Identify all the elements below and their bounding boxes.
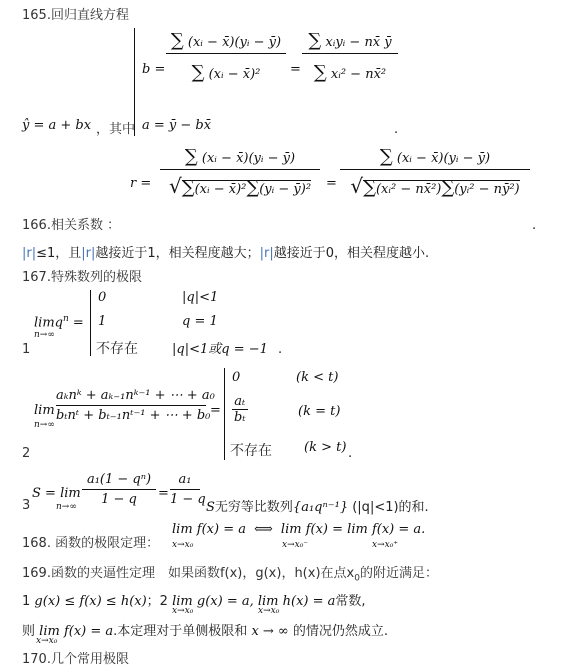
b-frac2-den: xᵢ² − nx̄² <box>330 67 387 82</box>
limit2-case2-num: aₜ <box>232 394 248 410</box>
limit3-text2: (|q|<1)的和. <box>352 500 429 515</box>
b-frac2-num: xᵢyᵢ − nx̄ ȳ <box>325 35 392 50</box>
b-frac1-num: (xᵢ − x̄)(yᵢ − ȳ) <box>187 35 282 50</box>
limit3-den2: 1 − q <box>170 492 206 507</box>
t169-l2b: lim <box>39 624 60 639</box>
t169-sub2: x→x₀ <box>258 606 280 616</box>
limit1-cond3: |q|<1或q = −1 <box>172 342 268 357</box>
t169-l1c: ；2 <box>146 594 168 609</box>
r-equals: r = <box>130 176 152 191</box>
limit3-num: a₁(1 − qⁿ) <box>82 472 156 490</box>
r-frac2-num: (xᵢ − x̄)(yᵢ − ȳ) <box>396 151 491 166</box>
limit2-case1: 0 <box>232 370 241 385</box>
limit3-label: 3 <box>22 498 31 513</box>
a-formula: a = ȳ − bx̄ <box>142 118 212 133</box>
t168-right: f(x) = a <box>371 522 422 537</box>
r-note-6: 越接近于0，相关程度越小. <box>273 246 430 261</box>
limit2-num: aₖnᵏ + aₖ₋₁nᵏ⁻¹ + ⋯ + a₀ <box>56 388 206 406</box>
sum-symbol: ∑ <box>184 146 198 167</box>
limit2-brace <box>224 368 225 460</box>
sum-symbol: ∑ <box>308 30 322 51</box>
sum-symbol: ∑ <box>313 62 327 83</box>
limit2-dot: . <box>348 446 353 461</box>
t169-l2e: x → ∞ <box>251 624 289 639</box>
limit3-text1: 无穷等比数列 <box>214 500 293 515</box>
r-frac1: ∑ (xᵢ − x̄)(yᵢ − ȳ) √∑(xᵢ − x̄)²∑(yᵢ − ȳ)² <box>160 146 320 198</box>
limit3-seq: {a₁qⁿ⁻¹} <box>292 500 349 515</box>
limit2-cond2: (k = t) <box>298 404 341 419</box>
h169-main: 169.函数的夹逼性定理 如果函数f(x)，g(x)，h(x)在点x <box>22 566 355 581</box>
t169-l2d: .本定理对于单侧极限和 <box>113 624 248 639</box>
t169-sub1: x→x₀ <box>172 606 194 616</box>
h169-end: 的附近满足： <box>359 566 438 581</box>
r-eq-sign: = <box>326 176 337 191</box>
limit1-lim <box>34 314 84 330</box>
limit3-lhs: S = lim <box>32 486 81 501</box>
theorem168-formula <box>172 522 425 537</box>
limit3-sub: n→∞ <box>56 502 77 512</box>
t169-l1d: lim <box>172 594 193 609</box>
b-equals: b = <box>142 62 166 77</box>
lim-text: lim <box>34 315 55 331</box>
limit1-cond1: |q|<1 <box>182 290 219 305</box>
limit2-case2 <box>232 394 248 425</box>
limit2-case3: 不存在 <box>230 443 272 459</box>
sum-symbol: ∑ <box>363 177 376 198</box>
limit1-case2: 1 <box>98 314 107 329</box>
t168-lim1: lim <box>172 522 193 537</box>
t168-sub1: x→x₀ <box>172 540 194 550</box>
t168-f: f(x) = a <box>196 522 246 537</box>
limit2-cond1: (k < t) <box>296 370 339 385</box>
t168-sub2: x→x₀⁻ <box>282 540 309 550</box>
r-dot: . <box>532 218 537 233</box>
t168-lim2: lim <box>280 522 302 537</box>
limit2-label: 2 <box>22 446 31 461</box>
sum-symbol: ∑ <box>379 146 393 167</box>
heading-165: 165.回归直线方程 <box>22 8 129 23</box>
t169-l1a: 1 <box>22 594 31 609</box>
r-abs-2: |r| <box>81 246 96 261</box>
heading-170: 170.几个常用极限 <box>22 652 129 667</box>
b-frac1 <box>166 30 286 83</box>
r-den-d: (yᵢ² − nȳ²) <box>454 182 520 197</box>
theorem169-line2 <box>22 620 388 639</box>
b-frac1-den: (xᵢ − x̄)² <box>208 67 261 82</box>
sum-symbol: ∑ <box>170 30 184 51</box>
t168-sub3: x→x₀⁺ <box>372 540 399 550</box>
t169-l1f: h(x) = a <box>282 594 336 609</box>
r-den-b: (yᵢ − ȳ)² <box>259 182 312 197</box>
r-abs-1: |r| <box>22 246 37 261</box>
r-note <box>22 242 429 261</box>
theorem169-line1 <box>22 590 366 609</box>
sum-symbol: ∑ <box>181 177 195 198</box>
limit2-eq: = <box>210 403 221 418</box>
limit1-label: 1 <box>22 342 31 357</box>
t169-l1b: g(x) ≤ f(x) ≤ h(x) <box>34 594 147 609</box>
r-frac2: ∑ (xᵢ − x̄)(yᵢ − ȳ) √∑(xᵢ² − nx̄²)∑(yᵢ² − nȳ²) <box>340 146 530 198</box>
limit3-den: 1 − q <box>101 492 137 507</box>
h169-sub: 0 <box>354 573 360 584</box>
limit3-s: S <box>206 500 215 515</box>
sum-symbol: ∑ <box>191 62 205 83</box>
r-abs-3: |r| <box>259 246 274 261</box>
limit3-eq: = <box>158 486 169 501</box>
limit3-text <box>206 496 429 515</box>
t169-sub3: x→x₀ <box>36 636 58 646</box>
limit1-eq: = <box>72 315 84 331</box>
limit2-frac <box>56 388 215 423</box>
limit2-sub: n→∞ <box>34 420 55 430</box>
sum-symbol: ∑ <box>246 177 260 198</box>
r-frac1-num: (xᵢ − x̄)(yᵢ − ȳ) <box>201 151 296 166</box>
t168-left: f(x) = lim <box>305 522 368 537</box>
r-den-a: (xᵢ − x̄)² <box>194 182 247 197</box>
sum-symbol: ∑ <box>441 177 455 198</box>
b-eq-sign: = <box>290 62 301 77</box>
limit3-frac2 <box>170 472 206 507</box>
limit1-cond2: q = 1 <box>182 314 218 329</box>
limit3-num2: a₁ <box>170 472 200 490</box>
regression-lhs: ŷ = a + bx <box>22 118 92 133</box>
regression-qizhong: ，其中 <box>96 122 136 137</box>
limit1-case1: 0 <box>98 290 107 305</box>
t168-dot: . <box>421 522 426 537</box>
r-note-2: ≤1，且 <box>36 246 82 261</box>
limit1-q: q <box>54 315 63 331</box>
limit1-dot: . <box>278 342 283 357</box>
r-den-c: (xᵢ² − nx̄²) <box>375 182 442 197</box>
limit2-cond3: (k > t) <box>304 440 347 455</box>
limit1-case3: 不存在 <box>96 341 138 357</box>
regression-dot: . <box>394 122 399 137</box>
t168-iff: ⟺ <box>254 522 273 537</box>
heading-166: 166.相关系数 ： <box>22 218 121 233</box>
b-frac2 <box>302 30 398 83</box>
limit1-sub: n→∞ <box>34 330 55 340</box>
t169-l1e: g(x) = a, lim <box>196 594 279 609</box>
t169-l2a: 则 <box>22 624 36 639</box>
heading-168: 168. 函数的极限定理： <box>22 536 160 551</box>
limit3-frac1 <box>82 472 156 507</box>
limit1-sup: n <box>62 314 69 324</box>
t169-l1g: 常数, <box>335 594 366 609</box>
r-note-4: 越接近于1，相关程度越大； <box>95 246 260 261</box>
t169-l2f: 的情况仍然成立. <box>292 624 389 639</box>
limit2-case2-den: bₜ <box>234 410 246 425</box>
limit2-lim: lim <box>34 403 55 418</box>
limit2-den: bₜnᵗ + bₜ₋₁nᵗ⁻¹ + ⋯ + b₀ <box>56 408 211 423</box>
t169-l2c: f(x) = a <box>63 624 114 639</box>
limit1-brace <box>90 290 91 356</box>
heading-167: 167.特殊数列的极限 <box>22 270 142 285</box>
heading-169 <box>22 562 438 584</box>
